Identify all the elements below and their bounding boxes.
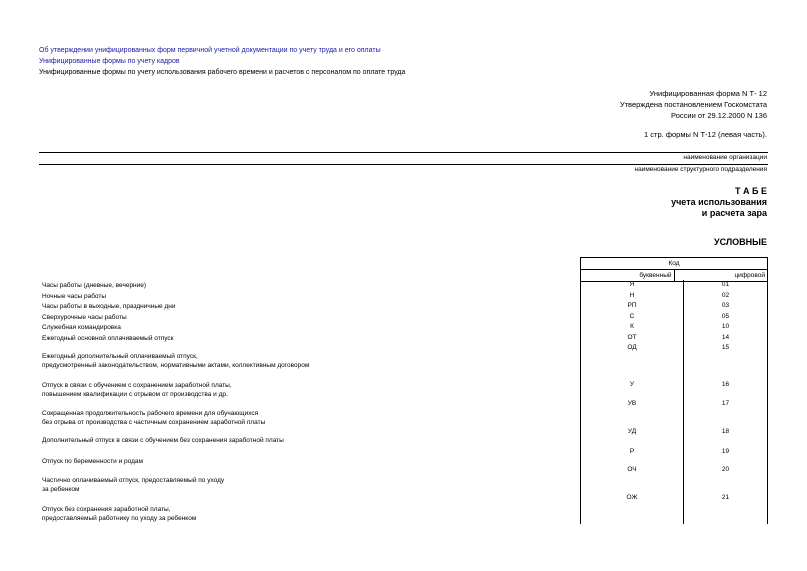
row-label: Часы работы в выходные, праздничные дни [42, 303, 176, 310]
row-letter-code: ОЧ [627, 466, 637, 473]
row-digit-code: 18 [721, 428, 730, 435]
code-header: Код [581, 258, 768, 270]
page-note: 1 стр. формы N Т-12 (левая часть). [644, 130, 767, 139]
nav-link-personnel-forms[interactable]: Унифицированные формы по учету кадров [39, 58, 180, 65]
row-letter-code: Н [629, 292, 635, 299]
row-label: Сверхурочные часы работы [42, 314, 127, 321]
nav-link-forms-decree[interactable]: Об утверждении унифицированных форм первичной учетной документации по учету труда и его оплаты [39, 47, 381, 54]
row-letter-code: ОЖ [626, 494, 638, 501]
row-letter-code: УВ [627, 400, 637, 407]
row-label: Дополнительный отпуск в связи с обучением без сохранения заработной платы [42, 437, 284, 444]
row-digit-code: 14 [721, 334, 730, 341]
row-label: Служебная командировка [42, 324, 121, 331]
row-letter-code: РП [627, 302, 637, 309]
org-caption: наименование организации [683, 154, 767, 161]
row-label: Отпуск по беременности и родам [42, 458, 144, 465]
row-digit-code: 16 [721, 381, 730, 388]
row-label: Отпуск в связи с обучением с сохранением заработной платы, повышением квалификации с отрывом от производства и др. [42, 382, 232, 398]
row-digit-code: 10 [721, 323, 730, 330]
row-label: Ежегодный основной оплачиваемый отпуск [42, 335, 174, 342]
unit-caption: наименование структурного подразделения [634, 166, 767, 173]
row-label: Ночные часы работы [42, 293, 107, 300]
row-label: Отпуск без сохранения заработной платы, предоставляемый работнику по уходу за ребенком [42, 506, 197, 522]
row-label: Сокращенная продолжительность рабочего времени для обучающихся без отрыва от производства с частичным сохранением заработной платы [42, 410, 266, 426]
row-digit-code: 19 [721, 448, 730, 455]
row-letter-code: ОТ [627, 334, 637, 341]
title-line2: учета использования [671, 197, 767, 207]
row-label: Частично оплачиваемый отпуск, предоставляемый по уходу за ребенком [42, 477, 225, 493]
row-digit-code: 17 [721, 400, 730, 407]
row-letter-code: ОД [627, 344, 637, 351]
row-letter-code: С [629, 313, 635, 320]
form-header-line2: Утверждена постановлением Госкомстата [619, 100, 767, 109]
table-right-border [767, 280, 768, 524]
row-digit-code: 02 [721, 292, 730, 299]
row-digit-code: 01 [721, 281, 730, 288]
row-digit-code: 05 [721, 313, 730, 320]
col-digit-header: цифровой [674, 270, 768, 282]
col-letter-header: буквенный [581, 270, 675, 282]
row-digit-code: 15 [721, 344, 730, 351]
row-digit-code: 03 [721, 302, 730, 309]
section-title: УСЛОВНЫЕ [713, 237, 767, 247]
row-letter-code: Р [629, 448, 635, 455]
row-letter-code: УД [627, 428, 637, 435]
row-letter-code: Я [629, 281, 635, 288]
org-rule [39, 152, 768, 153]
title-line3: и расчета зара [701, 208, 767, 218]
row-letter-code: У [629, 381, 635, 388]
row-digit-code: 20 [721, 466, 730, 473]
page-subtitle: Унифицированные формы по учету использования рабочего времени и расчетов с персоналом по оплате труда [39, 69, 406, 76]
title-line1: Т А Б Е [735, 186, 767, 196]
row-label: Ежегодный дополнительный оплачиваемый отпуск, предусмотренный законодательством, нормативными актами, коллективным договором [42, 353, 310, 369]
row-letter-code: К [630, 323, 634, 330]
unit-rule [39, 164, 768, 165]
row-label: Часы работы (дневные, вечерние) [42, 282, 147, 289]
codes-header-table [580, 257, 768, 282]
row-digit-code: 21 [721, 494, 730, 501]
form-header-line3: России от 29.12.2000 N 136 [671, 111, 767, 120]
form-header-line1: Унифицированная форма N Т- 12 [649, 89, 767, 98]
